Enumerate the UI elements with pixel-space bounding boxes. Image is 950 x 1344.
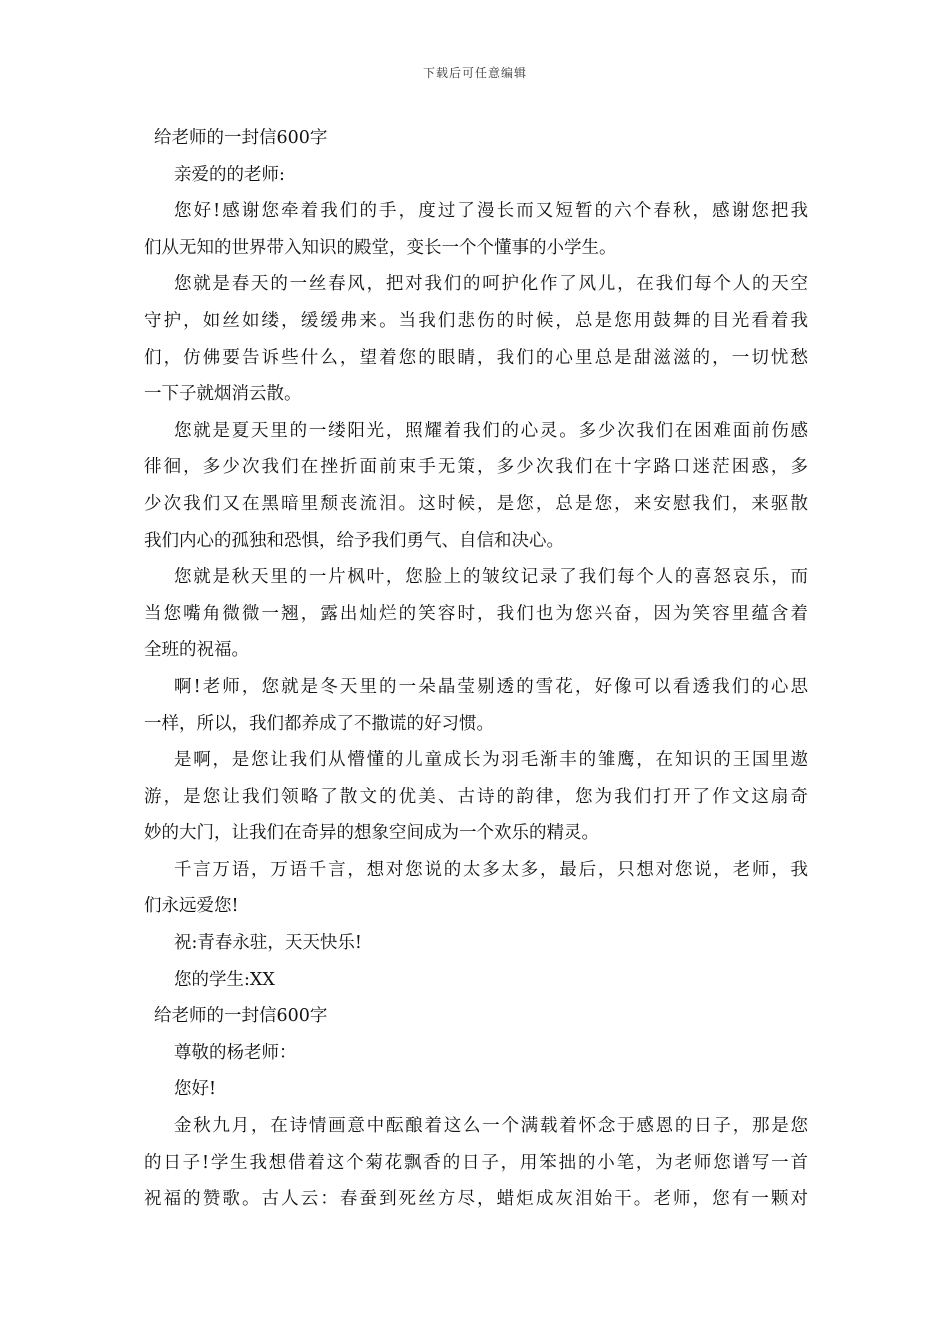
paragraph-line: 少次我们又在黑暗里颓丧流泪。这时候，是您，总是您，来安慰我们，来驱散	[144, 493, 808, 514]
paragraph-line: 您就是春天的一丝春风，把对我们的呵护化作了风儿，在我们每个人的天空	[174, 274, 808, 295]
paragraph-line: 您的学生:XX	[174, 969, 275, 990]
paragraph-line: 啊!老师，您就是冬天里的一朵晶莹剔透的雪花，好像可以看透我们的心思	[174, 676, 808, 697]
letter-body	[144, 120, 808, 1218]
paragraph-line: 祝:青春永驻，天天快乐!	[174, 933, 362, 954]
paragraph-line: 金秋九月，在诗情画意中酝酿着这么一个满载着怀念于感恩的日子，那是您	[174, 1116, 808, 1137]
paragraph-line: 我们内心的孤独和恐惧，给予我们勇气、自信和决心。	[144, 530, 564, 551]
paragraph-line: 全班的祝福。	[144, 640, 249, 661]
letter-title: 给老师的一封信600字	[154, 1006, 328, 1027]
paragraph-line: 您好!感谢您牵着我们的手，度过了漫长而又短暂的六个春秋，感谢您把我	[174, 201, 808, 222]
paragraph-line: 一下子就烟消云散。	[144, 384, 302, 405]
letter-title: 给老师的一封信600字	[154, 128, 328, 148]
paragraph-line: 千言万语，万语千言，想对您说的太多太多，最后，只想对您说，老师，我	[174, 859, 808, 880]
paragraph-line: 们永远爱您!	[144, 896, 239, 917]
paragraph-line: 是啊，是您让我们从懵懂的儿童成长为羽毛渐丰的雏鹰，在知识的王国里遨	[174, 750, 808, 771]
paragraph-line: 守护，如丝如缕，缓缓弗来。当我们悲伤的时候，总是您用鼓舞的目光看着我	[144, 310, 808, 331]
paragraph-line: 徘徊，多少次我们在挫折面前束手无策，多少次我们在十字路口迷茫困惑，多	[144, 457, 808, 478]
paragraph-line: 尊敬的杨老师：	[174, 1042, 297, 1063]
paragraph-line: 一样，所以，我们都养成了不撒谎的好习惯。	[144, 713, 494, 734]
paragraph-line: 们，仿佛要告诉些什么，望着您的眼睛，我们的心里总是甜滋滋的，一切忧愁	[144, 347, 808, 368]
paragraph-line: 祝福的赞歌。古人云：春蚕到死丝方尽，蜡炬成灰泪始干。老师，您有一颗对	[144, 1189, 808, 1210]
paragraph-line: 们从无知的世界带入知识的殿堂，变长一个个懂事的小学生。	[144, 237, 617, 258]
paragraph-line: 的日子!学生我想借着这个菊花飘香的日子，用笨拙的小笔，为老师您谱写一首	[144, 1152, 808, 1173]
paragraph-line: 亲爱的的老师:	[174, 164, 285, 185]
paragraph-line: 您就是秋天里的一片枫叶，您脸上的皱纹记录了我们每个人的喜怒哀乐，而	[174, 567, 808, 588]
page-header: 下载后可任意编辑	[422, 66, 527, 80]
paragraph-line: 您好!	[174, 1079, 217, 1100]
paragraph-line: 当您嘴角微微一翘，露出灿烂的笑容时，我们也为您兴奋，因为笑容里蕴含着	[144, 603, 808, 624]
paragraph-line: 您就是夏天里的一缕阳光，照耀着我们的心灵。多少次我们在困难面前伤感	[174, 420, 808, 441]
paragraph-line: 游，是您让我们领略了散文的优美、古诗的韵律，您为我们打开了作文这扇奇	[144, 786, 808, 807]
paragraph-line: 妙的大门，让我们在奇异的想象空间成为一个欢乐的精灵。	[144, 823, 599, 844]
